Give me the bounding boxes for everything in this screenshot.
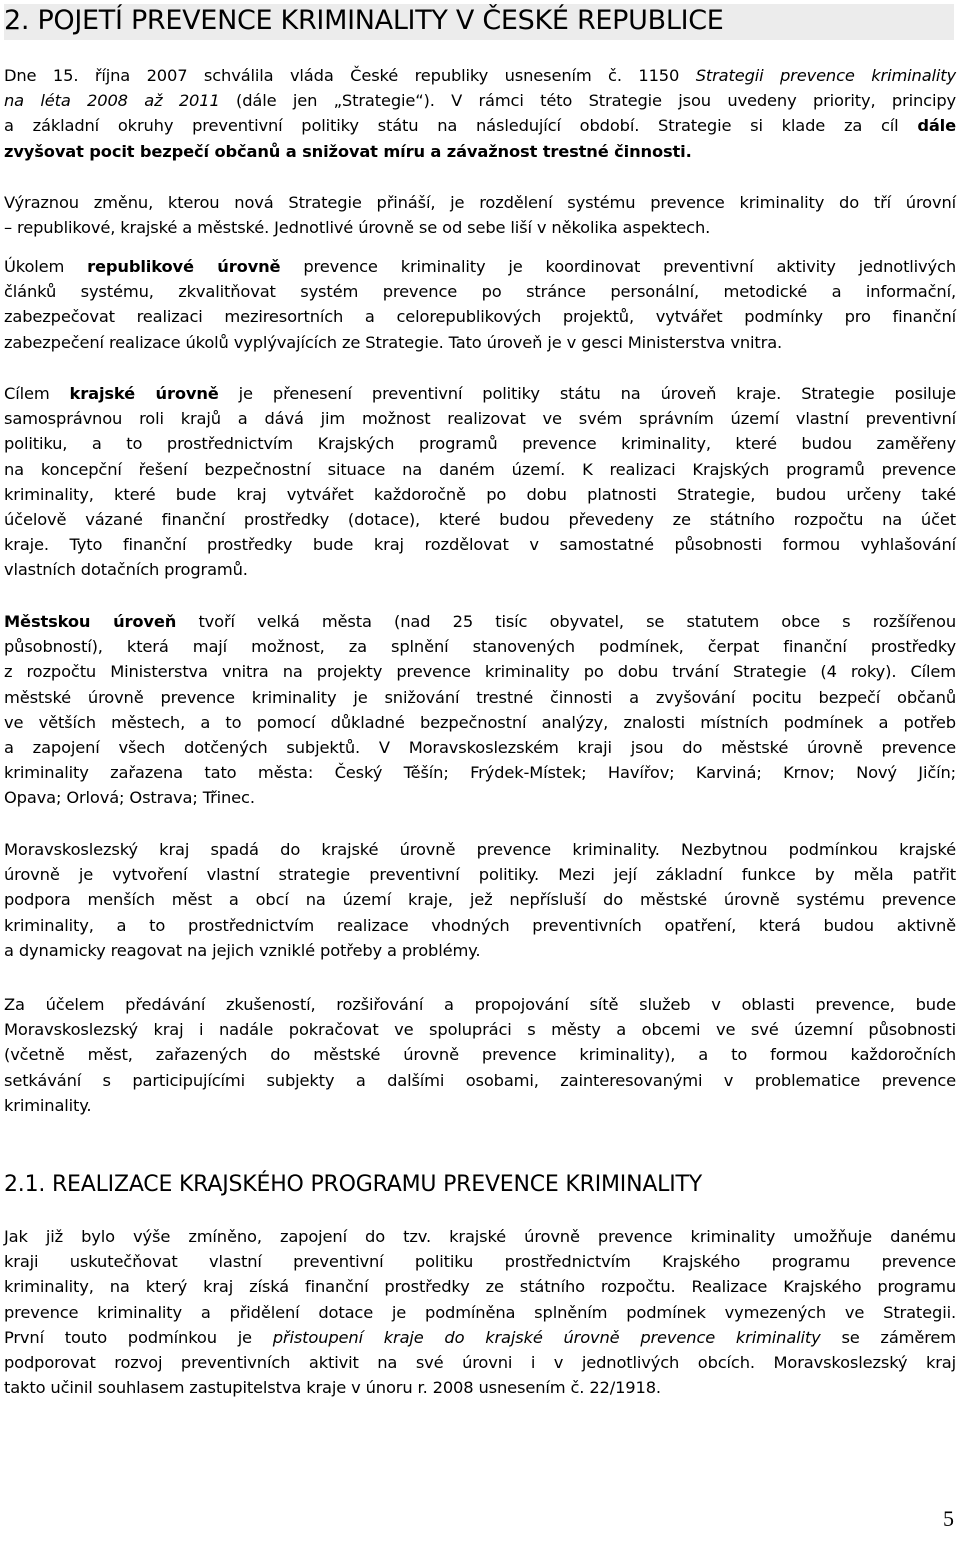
paragraph-moravian-region <box>4 837 956 963</box>
text-line: podpora menších měst a obcí na území kraje, jež nepřísluší do městské úrovně systému prevence <box>4 890 956 910</box>
text-line <box>4 254 956 279</box>
text-run: První touto podmínkou je <box>4 1327 273 1347</box>
text-line: z rozpočtu Ministerstva vnitra na projekty prevence kriminality po dobu trvání Strategie (4 roky). Cílem <box>4 662 956 682</box>
text-line <box>4 88 956 113</box>
text-line: a zapojení všech dotčených subjektů. V Moravskoslezském kraji jsou do městské úrovně prevence <box>4 738 956 758</box>
text-line: působností), která mají možnost, za splnění stanovených podmínek, čerpat finanční prostředky <box>4 637 956 657</box>
text-line: takto učinil souhlasem zastupitelstva kraje v únoru r. 2008 usnesením č. 22/1918. <box>4 1378 661 1398</box>
paragraph-republic-level <box>4 254 956 355</box>
text-line: zabezpečení realizace úkolů vyplývajících ze Strategie. Tato úroveň je v gesci Ministerstva vnitra. <box>4 332 783 352</box>
text-line: kriminality zařazena tato města: Český Těšín; Frýdek-Místek; Havířov; Karviná; Krnov; Nový Jičín; <box>4 763 956 783</box>
text-line <box>4 381 956 406</box>
paragraph-cooperation <box>4 992 956 1118</box>
text-line: kraje. Tyto finanční prostředky bude kraj rozdělovat v samostatné působnosti formou vyhlašování <box>4 535 956 555</box>
text-line: podporovat rozvoj preventivních aktivit na své úrovni i v jednotlivých obcích. Moravskoslezský kraj <box>4 1353 956 1373</box>
text-line <box>4 63 956 88</box>
text-line: účelově vázané finanční prostředky (dotace), které budou převedeny ze státního rozpočtu na účet <box>4 510 956 530</box>
text-run: Úkolem <box>4 257 88 276</box>
paragraph-three-levels <box>4 190 956 240</box>
text-line: Opava; Orlová; Ostrava; Třinec. <box>4 788 255 808</box>
text-line: (včetně měst, zařazených do městské úrovně prevence kriminality), a to formou každoročních <box>4 1045 956 1065</box>
text-line: kraji uskutečňovat vlastní preventivní politiku prostřednictvím Krajského programu prevence <box>4 1252 956 1272</box>
text-line: a dynamicky reagovat na jejich vzniklé potřeby a problémy. <box>4 940 481 960</box>
paragraph-city-level <box>4 609 956 811</box>
text-line <box>4 113 956 138</box>
text-line: samosprávnou roli krajů a dává jim možnost realizovat ve svém správním území vlastní preventivní <box>4 409 956 429</box>
text-line: ve větších městech, a to pomocí důkladné bezpečnostní analýzy, znalosti místních podmínek a potřeb <box>4 712 956 732</box>
text-line: Za účelem předávání zkušeností, rozšiřování a propojování sítě služeb v oblasti prevence, bude <box>4 995 956 1014</box>
bold-text: Městskou úroveň <box>4 612 177 631</box>
text-line: Jak již bylo výše zmíněno, zapojení do tzv. krajské úrovně prevence kriminality umožňuje danému <box>4 1227 956 1246</box>
paragraph-regional-level <box>4 381 956 583</box>
text-line: politiku, a to prostřednictvím Krajských programů prevence kriminality, které budou zaměřeny <box>4 434 956 454</box>
bold-text: krajské úrovně <box>69 384 219 403</box>
italic-text: na léta 2008 až 2011 <box>4 91 220 111</box>
text-line: Výraznou změnu, kterou nová Strategie přináší, je rozdělení systému prevence kriminality do tří úrovní <box>4 193 956 212</box>
text-line: kriminality, a to prostřednictvím realizace vhodných preventivních opatření, která budou aktivně <box>4 915 956 935</box>
text-line: na koncepční řešení bezpečnostní situace na daném území. K realizaci Krajských programů prevence <box>4 459 956 479</box>
text-run: prevence kriminality je koordinovat preventivní aktivity jednotlivých <box>280 257 956 276</box>
text-run: a základní okruhy preventivní politiky státu na následující období. Strategie si klade za cíl <box>4 116 918 136</box>
italic-text: Strategii prevence kriminality <box>695 66 956 85</box>
text-line <box>4 139 956 164</box>
text-line: článků systému, zkvalitňovat systém prevence po stránce personální, metodické a informační, <box>4 282 956 302</box>
section-heading: 2. POJETÍ PREVENCE KRIMINALITY V ČESKÉ REPUBLICE <box>4 4 954 40</box>
italic-text: přistoupení kraje do krajské úrovně prevence kriminality <box>272 1327 821 1347</box>
page-number: 5 <box>943 1506 954 1531</box>
text-line: zabezpečovat realizaci meziresortních a celorepublikových projektů, vytvářet podmínky pro finanční <box>4 307 956 327</box>
text-run: Cílem <box>4 384 70 403</box>
text-line: vlastních dotačních programů. <box>4 560 248 580</box>
bold-text: republikové úrovně <box>87 257 281 276</box>
text-line: kriminality. <box>4 1095 92 1115</box>
text-line: – republikové, krajské a městské. Jednotlivé úrovně se od sebe liší v několika aspektech. <box>4 218 711 238</box>
text-line: prevence kriminality a přidělení dotace je podmíněna splněním podmínek vymezených ve Strategii. <box>4 1302 956 1322</box>
text-line: Moravskoslezský kraj i nadále pokračovat ve spolupráci s městy a obcemi ve své územní působnosti <box>4 1020 956 1040</box>
text-run: se záměrem <box>820 1327 956 1347</box>
text-run: Dne 15. října 2007 schválila vláda České republiky usnesením č. 1150 <box>4 66 696 85</box>
bold-text: dále <box>917 116 956 136</box>
text-run: tvoří velká města (nad 25 tisíc obyvatel, se statutem obce s rozšířenou <box>176 612 957 631</box>
text-line <box>4 609 956 634</box>
text-line <box>4 1325 956 1350</box>
bold-text: zvyšovat pocit bezpečí občanů a snižovat míru a závažnost trestné činnosti. <box>4 141 692 161</box>
text-line: kriminality, na který kraj získá finanční prostředky ze státního rozpočtu. Realizace Krajského programu <box>4 1277 956 1297</box>
text-line: Moravskoslezský kraj spadá do krajské úrovně prevence kriminality. Nezbytnou podmínkou krajské <box>4 840 956 859</box>
text-line: úrovně je vytvoření vlastní strategie preventivní politiky. Mezi její základní funkce by měla patřit <box>4 865 956 885</box>
paragraph-regional-program <box>4 1224 956 1400</box>
paragraph-strategy-intro <box>4 63 956 164</box>
subsection-heading: 2.1. REALIZACE KRAJSKÉHO PROGRAMU PREVENCE KRIMINALITY <box>4 1172 703 1197</box>
text-run: je přenesení preventivní politiky státu na úroveň kraje. Strategie posiluje <box>218 384 956 403</box>
text-run: (dále jen „Strategie“). V rámci této Strategie jsou uvedeny priority, principy <box>219 91 957 111</box>
text-line: kriminality, které bude kraj vytvářet každoročně po dobu platnosti Strategie, budou určeny také <box>4 484 956 504</box>
text-line: městské úrovně prevence kriminality je snižování trestné činnosti a zvyšování pocitu bezpečí občanů <box>4 687 956 707</box>
text-line: setkávání s participujícími subjekty a dalšími osobami, zainteresovanými v problematice prevence <box>4 1070 956 1090</box>
